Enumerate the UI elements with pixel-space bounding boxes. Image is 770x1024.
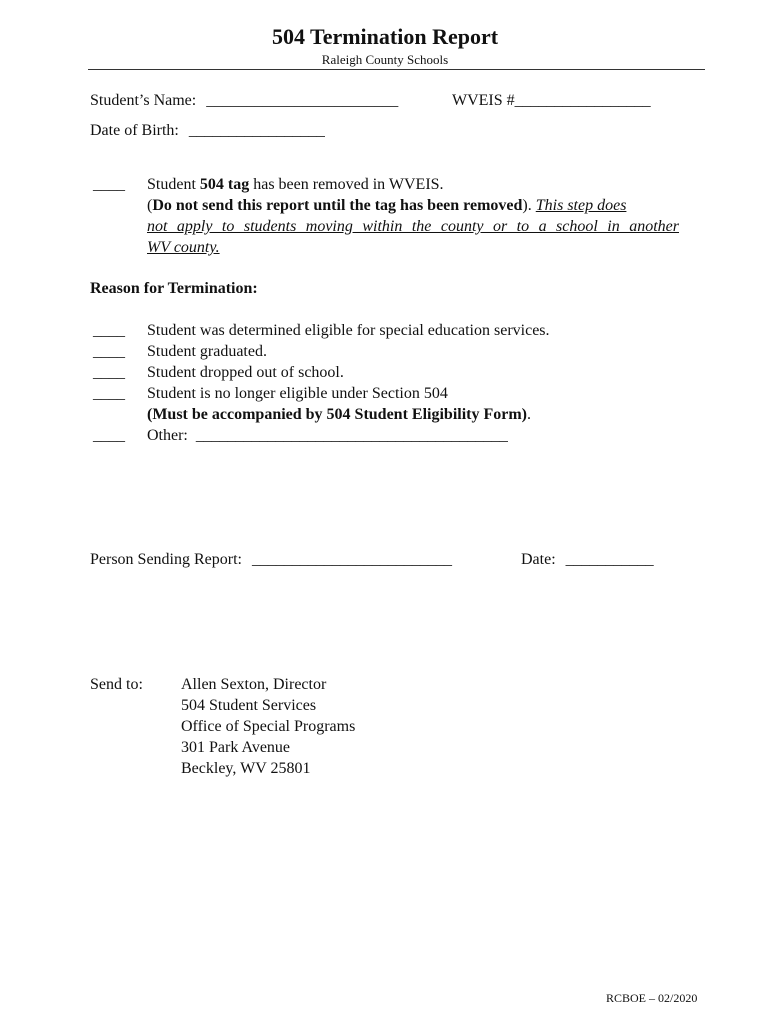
reason-checkbox-4[interactable]: ____ (93, 385, 125, 402)
send-to-line-4: 301 Park Avenue (181, 739, 291, 756)
other-field[interactable]: _______________________________________ (195, 427, 508, 444)
tag-removed-line2 (147, 195, 626, 216)
header-divider (88, 69, 705, 70)
tag-note-line1: This step does (535, 197, 627, 214)
tag-removed-line1 (147, 174, 444, 195)
date-row (521, 549, 654, 570)
tag-text-b: has been removed in WVEIS. (249, 176, 444, 193)
date-label: Date: (521, 551, 556, 568)
person-sending-field[interactable]: _________________________ (252, 551, 452, 568)
dob-field[interactable]: _________________ (188, 122, 325, 139)
tag-removed-checkbox[interactable]: ____ (93, 176, 125, 193)
send-to-line-1: Allen Sexton, Director (181, 676, 327, 693)
tag-text-a: Student (147, 176, 200, 193)
form-note-end: . (527, 406, 532, 423)
reason-checkbox-1[interactable]: ____ (93, 322, 125, 339)
student-name-label: Student’s Name: (90, 92, 197, 109)
reason-text-3: Student dropped out of school. (147, 364, 344, 381)
form-note-bold: (Must be accompanied by 504 Student Eligibility Form) (147, 406, 528, 423)
reason-checkbox-other[interactable]: ____ (93, 427, 125, 444)
wveis-label: WVEIS # (452, 92, 515, 109)
paren-open: ( (147, 197, 153, 214)
page-title: 504 Termination Report (271, 24, 499, 49)
dob-label: Date of Birth: (90, 122, 179, 139)
eligibility-form-note (147, 404, 531, 425)
date-field[interactable]: ___________ (565, 551, 654, 568)
reason-text-4: Student is no longer eligible under Section 504 (147, 385, 448, 402)
page-subtitle: Raleigh County Schools (321, 52, 449, 67)
reason-heading: Reason for Termination: (90, 280, 258, 297)
send-to-label: Send to: (90, 676, 143, 693)
reason-text-1: Student was determined eligible for special education services. (147, 322, 550, 339)
person-sending-label: Person Sending Report: (90, 551, 242, 568)
tag-warning: Do not send this report until the tag has been removed (152, 197, 523, 214)
person-sending-row (90, 549, 452, 570)
student-name-field[interactable]: ________________________ (206, 92, 399, 109)
reason-checkbox-2[interactable]: ____ (93, 343, 125, 360)
tag-note-line3: WV county. (147, 239, 220, 256)
send-to-line-5: Beckley, WV 25801 (181, 760, 311, 777)
student-name-row (90, 90, 398, 111)
tag-text-bold: 504 tag (199, 176, 250, 193)
other-row (147, 425, 508, 446)
send-to-line-2: 504 Student Services (181, 697, 317, 714)
dob-row (90, 120, 325, 141)
footer-code: RCBOE – 02/2020 (606, 991, 698, 1005)
paren-close: ). (522, 197, 536, 214)
reason-text-2: Student graduated. (147, 343, 267, 360)
tag-note-line2: not apply to students moving within the county or to a school in another (147, 218, 679, 235)
wveis-field[interactable]: _________________ (514, 92, 651, 109)
wveis-row (452, 90, 651, 111)
reason-checkbox-3[interactable]: ____ (93, 364, 125, 381)
other-label: Other: (147, 427, 188, 444)
send-to-line-3: Office of Special Programs (181, 718, 356, 735)
